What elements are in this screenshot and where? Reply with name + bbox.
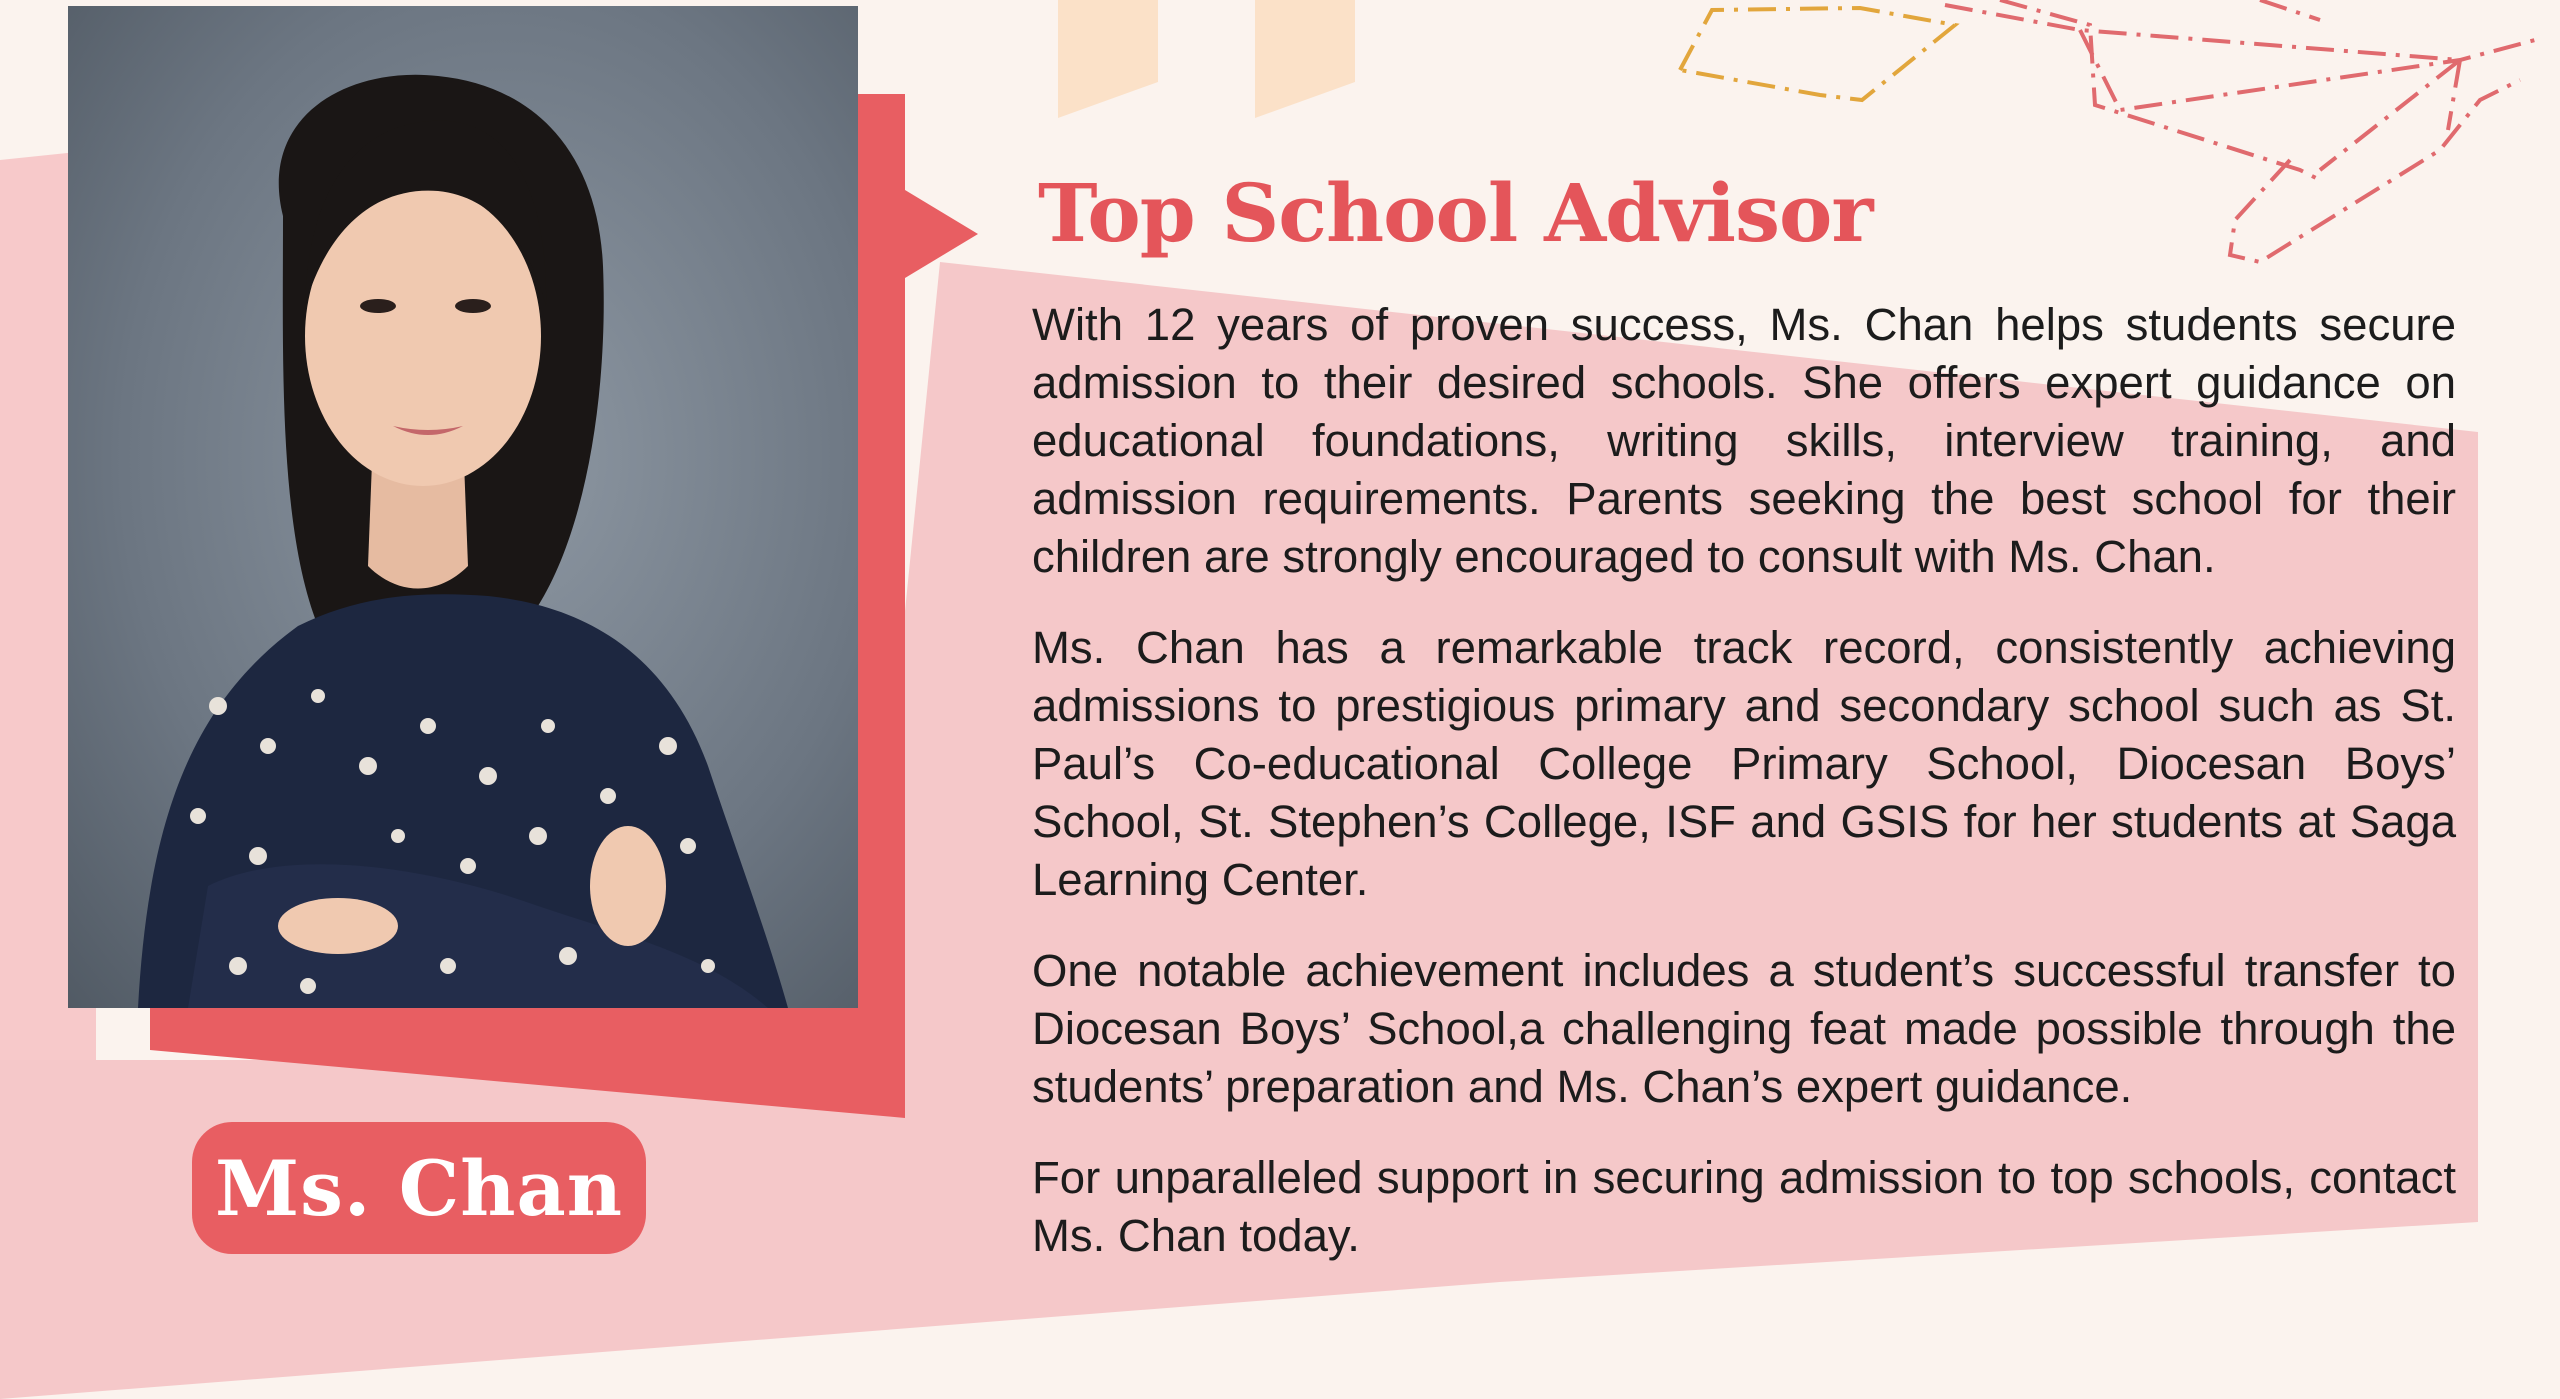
advisor-photo [68,6,858,1008]
paragraph-contact: For unparalleled support in securing admission to top schools, contact Ms. Chan today. [1032,1152,2456,1261]
advisor-description [1032,296,2456,1298]
paragraph-intro: With 12 years of proven success, Ms. Chan helps students secure admission to their desired schools. She offers expert guidance on educational foundations, writing skills, interview training, and admission requirements. Parents seeking the best school for their children are strongly encouraged to consult with Ms. Chan. [1032,299,2456,582]
paragraph-track-record: Ms. Chan has a remarkable track record, consistently achieving admissions to prestigious primary and secondary school such as St. Paul’s Co-educational College Primary School, Diocesan Boys’ School, St. Stephen’s College, ISF and GSIS for her students at Saga Learning Center. [1032,622,2456,905]
advisor-name-badge: Ms. Chan [192,1122,646,1254]
quote-mark-icon [1058,0,1355,118]
page-title: Top School Advisor [1038,166,1873,260]
paragraph-achievement: One notable achievement includes a student’s successful transfer to Diocesan Boys’ School,a challenging feat made possible through the students’ preparation and Ms. Chan’s expert guidance. [1032,945,2456,1112]
